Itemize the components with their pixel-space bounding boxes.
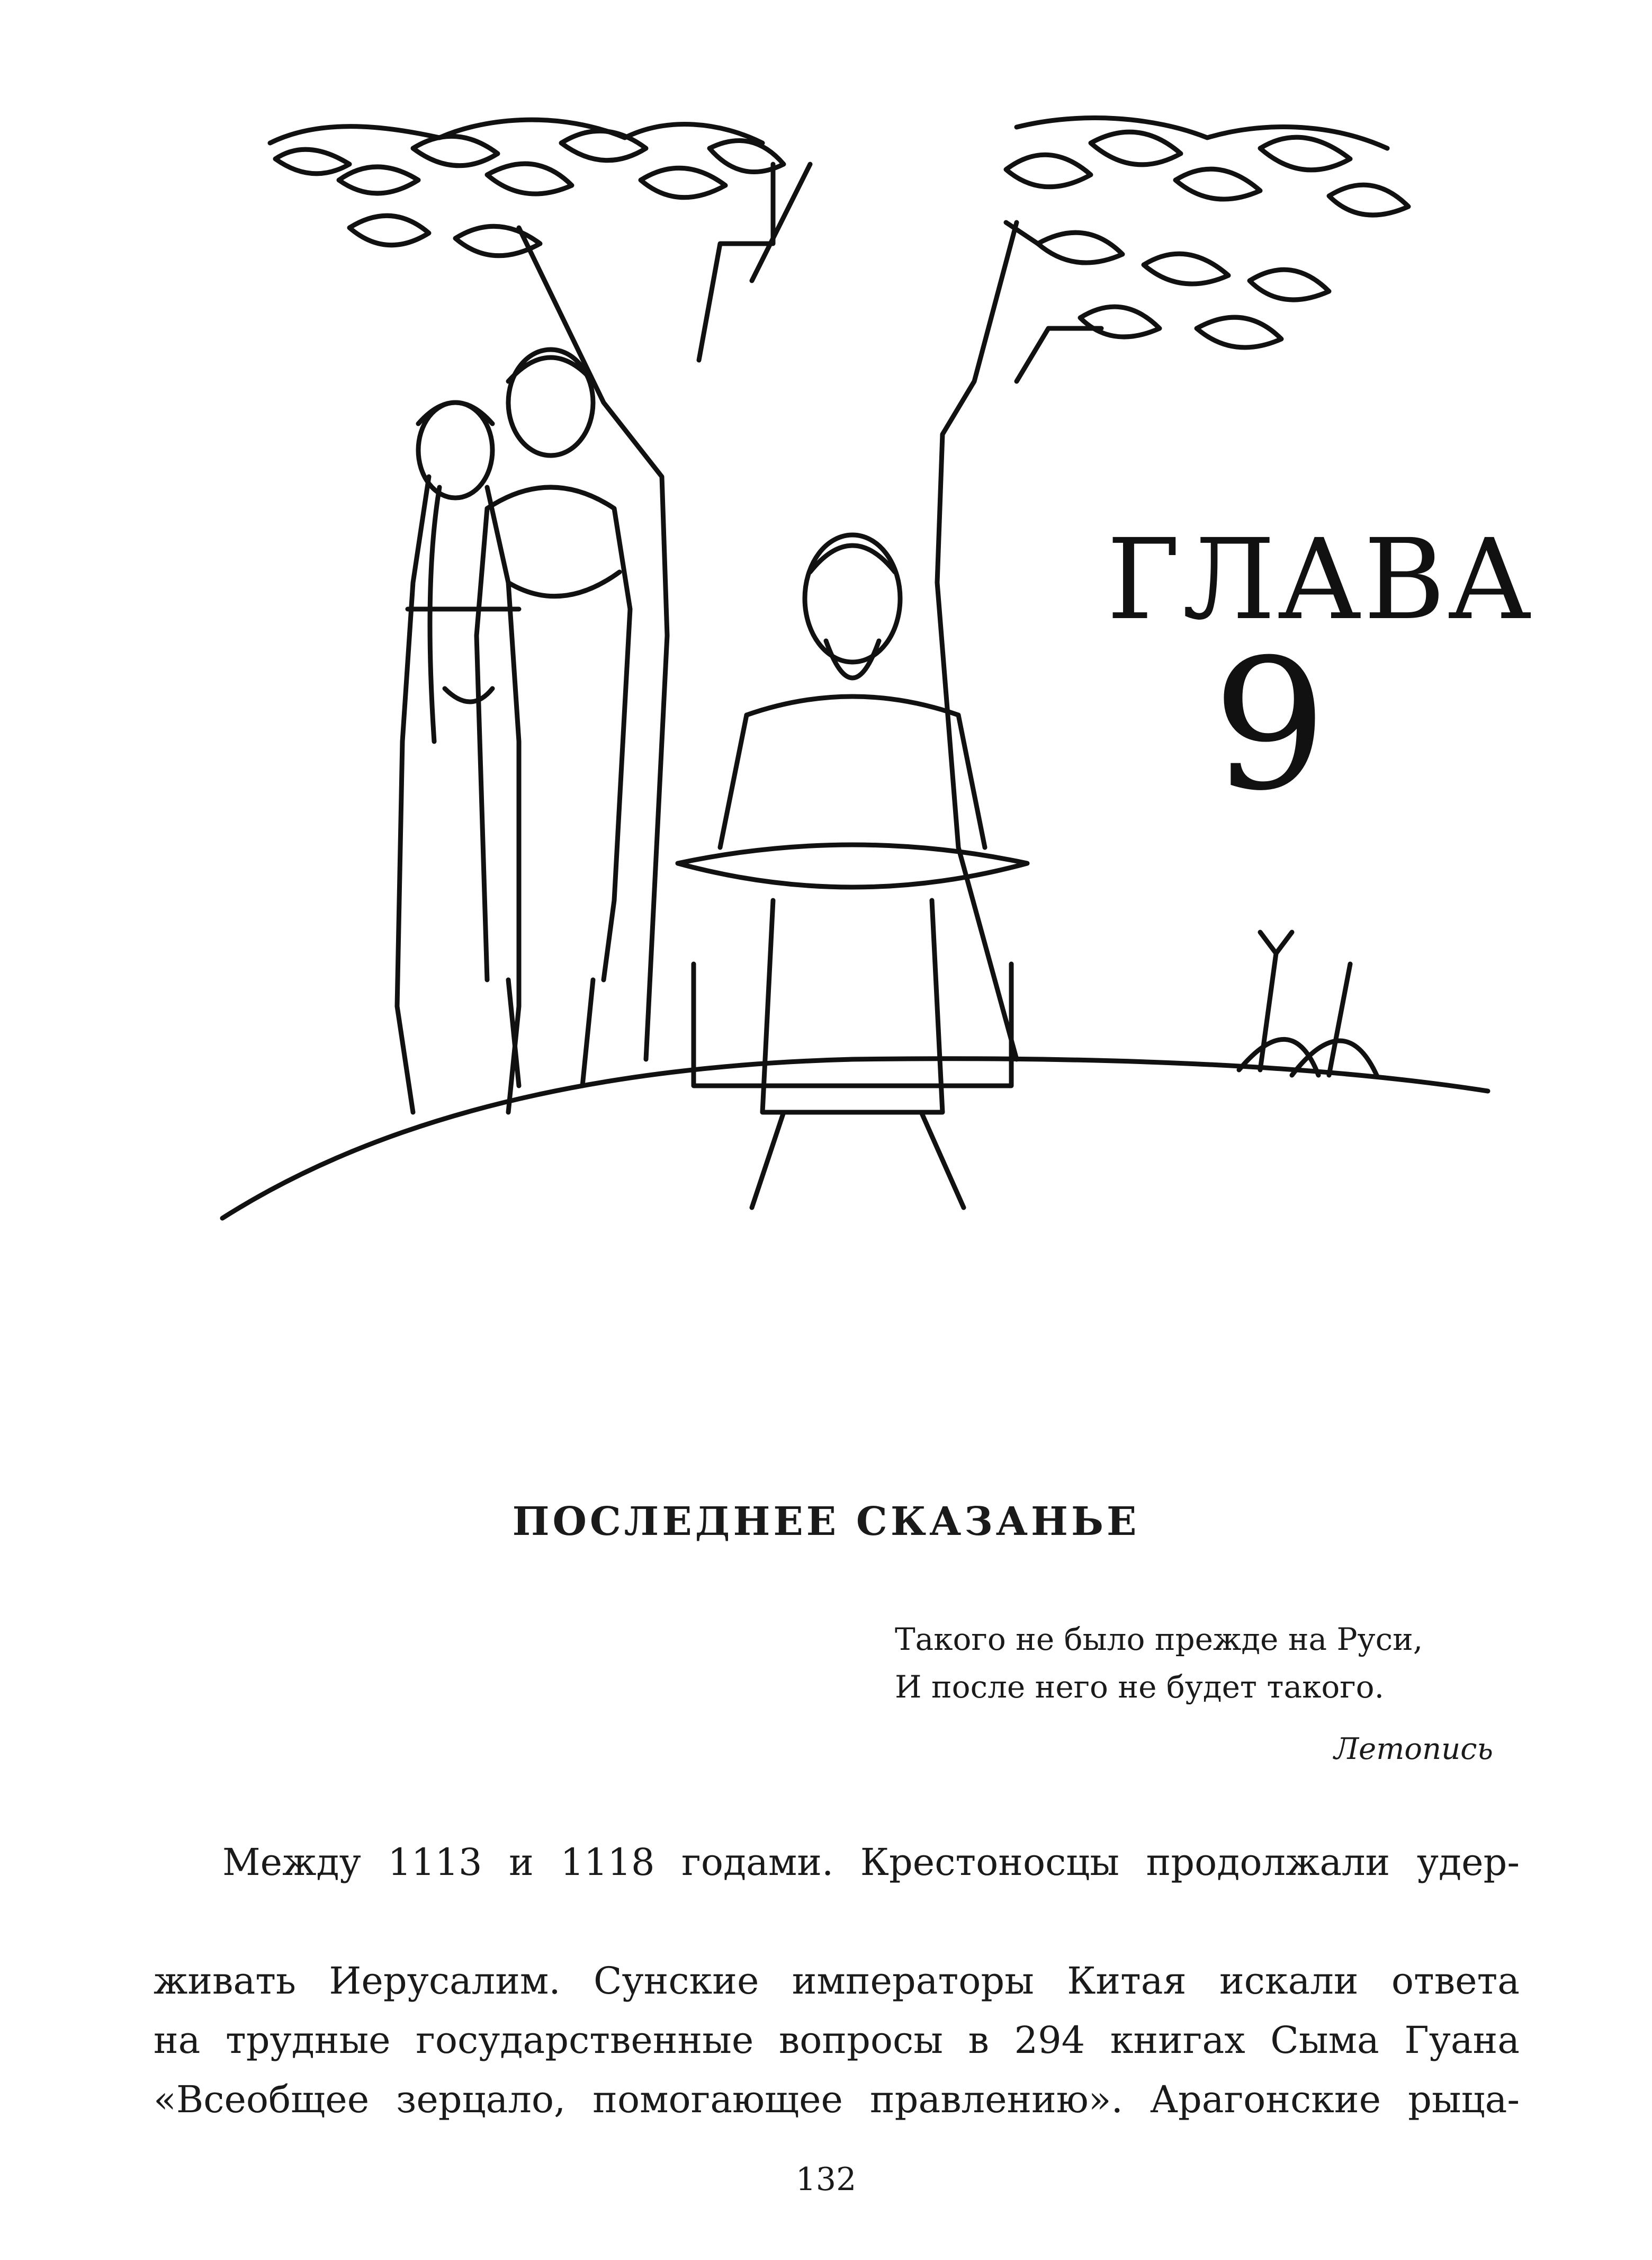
tree-trunk bbox=[519, 164, 1101, 1059]
body-line bbox=[154, 1833, 1520, 1951]
body-line: на трудные государственные вопросы в 294 книгах Сыма Гуана bbox=[154, 2018, 1520, 2062]
chapter-title: ПОСЛЕДНЕЕ СКАЗАНЬЕ bbox=[512, 1499, 1140, 1544]
page-number: 132 bbox=[795, 2161, 857, 2198]
body-line: «Всеобщее зерцало, помогающее правлению». Арагонские рыца- bbox=[154, 2078, 1520, 2121]
epigraph-line: И после него не будет такого. bbox=[895, 1669, 1385, 1705]
body-line: живать Иерусалим. Сунские императоры Китая искали ответа bbox=[154, 1959, 1520, 2003]
plant bbox=[1239, 932, 1377, 1075]
tree-canopy bbox=[270, 118, 1408, 347]
chapter-label: ГЛАВА bbox=[1107, 515, 1534, 645]
body-line-text: Между 1113 и 1118 годами. Крестоносцы продолжали удер- bbox=[222, 1841, 1520, 1884]
hill-ground bbox=[222, 1059, 1488, 1218]
chapter-number: 9 bbox=[1213, 621, 1327, 830]
girl-figure bbox=[397, 403, 519, 1112]
epigraph-source: Летопись bbox=[1334, 1732, 1493, 1766]
epigraph-line: Такого не было прежде на Руси, bbox=[895, 1621, 1423, 1657]
body-paragraph bbox=[154, 1833, 1520, 2129]
bard-figure bbox=[678, 535, 1027, 1208]
epigraph bbox=[895, 1615, 1520, 1711]
youth-figure bbox=[477, 350, 630, 1086]
